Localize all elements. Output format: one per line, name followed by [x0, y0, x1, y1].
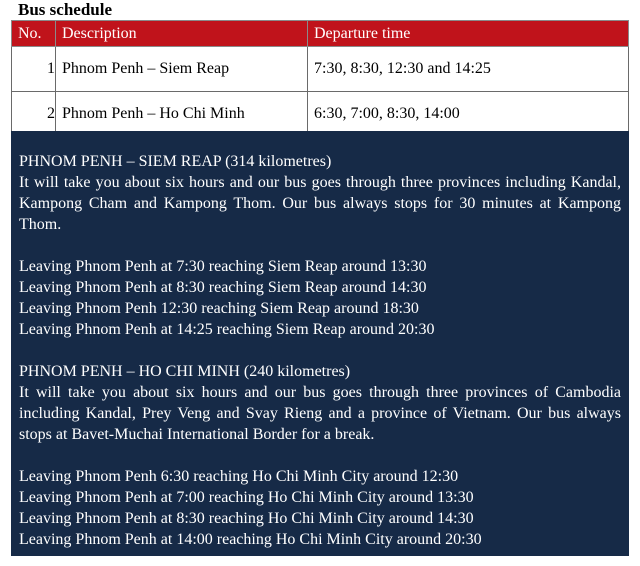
row-departure-time: 6:30, 7:00, 8:30, 14:00: [308, 92, 629, 137]
row-description: Phnom Penh – Siem Reap: [56, 47, 308, 92]
spacer: [19, 235, 621, 256]
ho-chi-minh-time-line: Leaving Phnom Penh at 8:30 reaching Ho Chi Minh City around 14:30: [19, 510, 474, 527]
siem-reap-description: It will take you about six hours and our bus goes through three provinces including Kandal, Kampong Cham and Kampong Thom. Our bus always stops for 30 minutes at Kampong Thom.: [19, 174, 621, 233]
row-departure-time: 7:30, 8:30, 12:30 and 14:25: [308, 47, 629, 92]
row-number: 1: [12, 47, 56, 92]
table-header-row: [12, 21, 629, 47]
siem-reap-time-line: Leaving Phnom Penh at 8:30 reaching Siem Reap around 14:30: [19, 279, 427, 296]
header-description: Description: [56, 21, 308, 47]
spacer: [19, 340, 621, 361]
table-row: [12, 47, 629, 92]
spacer: [19, 445, 621, 466]
siem-reap-time-line: Leaving Phnom Penh at 14:25 reaching Siem Reap around 20:30: [19, 321, 435, 338]
table-row: [12, 92, 629, 137]
ho-chi-minh-time-line: Leaving Phnom Penh at 7:00 reaching Ho Chi Minh City around 13:30: [19, 489, 474, 506]
row-number: 2: [12, 92, 56, 137]
siem-reap-time-line: Leaving Phnom Penh at 7:30 reaching Siem Reap around 13:30: [19, 258, 427, 275]
ho-chi-minh-time-line: Leaving Phnom Penh 6:30 reaching Ho Chi Minh City around 12:30: [19, 468, 459, 485]
ho-chi-minh-heading: PHNOM PENH – HO CHI MINH (240 kilometres): [19, 363, 351, 380]
ho-chi-minh-description: It will take you about six hours and our bus goes through three provinces of Cambodia including Kandal, Prey Veng and Svay Rieng and a province of Vietnam. Our bus always stops at Bavet-Muchai International Border for a break.: [19, 384, 621, 443]
siem-reap-time-line: Leaving Phnom Penh 12:30 reaching Siem Reap around 18:30: [19, 300, 419, 317]
row-description: Phnom Penh – Ho Chi Minh: [56, 92, 308, 137]
header-departure-time: Departure time: [308, 21, 629, 47]
siem-reap-heading: PHNOM PENH – SIEM REAP (314 kilometres): [19, 153, 332, 170]
route-details-panel: [11, 131, 629, 556]
header-no: No.: [12, 21, 56, 47]
bus-schedule-table: [11, 20, 629, 137]
page-title: Bus schedule: [18, 0, 112, 19]
ho-chi-minh-time-line: Leaving Phnom Penh at 14:00 reaching Ho Chi Minh City around 20:30: [19, 531, 482, 548]
